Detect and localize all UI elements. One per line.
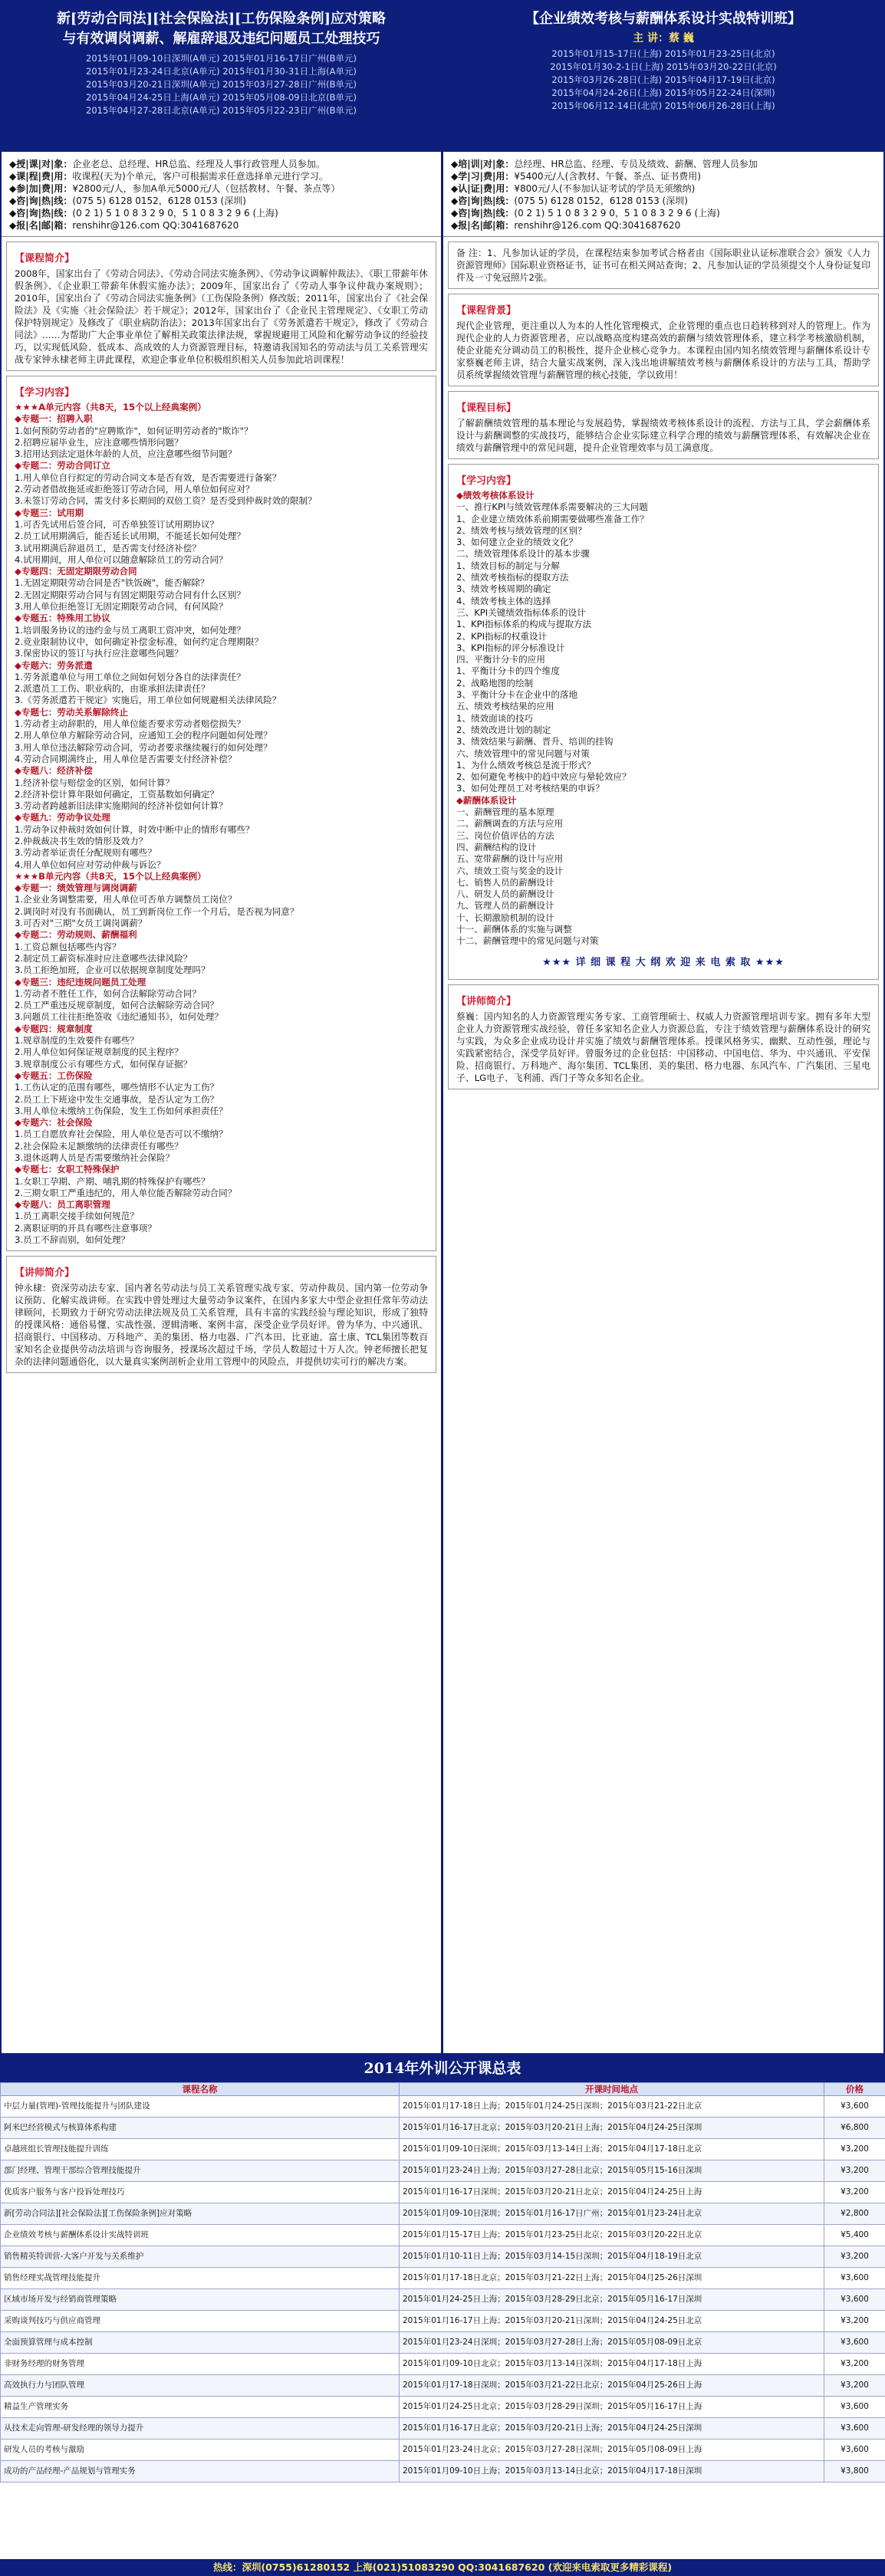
outline-item: 3.保密协议的签订与执行应注意哪些问题？: [15, 648, 183, 659]
schedule-cell: 2015年01月09-10日深圳；2015年03月13-14日上海；2015年04月17-18日北京: [400, 2139, 824, 2160]
outline-item: 1.女职工孕期、产期、哺乳期的特殊保护有哪些？: [15, 1175, 210, 1187]
schedule-cell: 2015年01月16-17日北京；2015年03月20-21日上海；2015年04月24-25日深圳: [400, 2418, 824, 2440]
left-intro-box: [6, 242, 436, 371]
outline-item: 1.员工自愿放弃社会保险，用人单位是否可以不缴纳？: [15, 1129, 228, 1140]
outline-item: 3.劳动者跨越新旧法律实施期间的经济补偿如何计算？: [15, 800, 228, 812]
left-schedule-line: 2015年04月24-25日上海(A单元) 2015年05月08-09日北京(B单元): [86, 92, 357, 103]
table-row: [1, 2311, 885, 2332]
outline-item: 3.未签订劳动合同，需支付多长期间的双倍工资？是否受到仲裁时效的限制？: [15, 495, 317, 507]
outline-item: 3、平衡计分卡在企业中的落地: [456, 689, 578, 701]
left-info-block: [2, 152, 441, 237]
schedule-cell: 2015年01月23-24日上海；2015年03月27-28日北京；2015年05月15-16日深圳: [400, 2160, 824, 2182]
schedule-cell: 2015年01月09-10日北京；2015年03月13-14日深圳；2015年04月17-18日上海: [400, 2354, 824, 2375]
left-info-row: [9, 207, 433, 219]
course-name-cell: 全面预算管理与成本控制: [1, 2332, 400, 2354]
right-teacher-box: [448, 984, 879, 1089]
outline-item: 3、绩效结果与薪酬、晋升、培训的挂钩: [456, 736, 614, 748]
outline-unit-heading: ★★★A单元内容（共8天，15个以上经典案例）: [15, 402, 206, 412]
course-name-cell: 新[劳动合同法][社会保险法][工伤保险条例]应对策略: [1, 2203, 400, 2225]
outline-item: 2.调岗时对没有书面确认，员工到新岗位工作一个月后，是否视为同意？: [15, 905, 299, 917]
schedule-cell: 2015年01月09-10日深圳；2015年01月16-17日广州；2015年01月23-24日北京: [400, 2203, 824, 2225]
outline-item: 1、绩效面谈的技巧: [456, 712, 534, 724]
left-schedule-line: 2015年04月27-28日北京(A单元) 2015年05月22-23日广州(B单元): [86, 105, 357, 116]
outline-topic: ◆专题二：劳动合同订立: [15, 460, 110, 472]
info-value: 总经理、HR总监、经理、专员及绩效、薪酬、管理人员参加: [514, 159, 758, 169]
outline-topic: ◆专题三：试用期: [15, 507, 84, 518]
left-course-column: [0, 0, 442, 2055]
outline-item: 3.退休返聘人员是否需要缴纳社会保险？: [15, 1152, 175, 1163]
outline-item: 六、绩效管理中的常见问题与对策: [456, 748, 590, 759]
right-goal-title: 【课程目标】: [456, 402, 517, 414]
info-value: (075 5) 6128 0152，6128 0153 (深圳): [514, 196, 688, 206]
table-header-row: [1, 2083, 885, 2096]
course-name-cell: 销售经理实战管理技能提升: [1, 2268, 400, 2289]
info-key: ◆授|课|对|象：: [9, 159, 73, 169]
header-course-name: 课程名称: [1, 2083, 400, 2096]
right-note-box: [448, 242, 879, 289]
outline-item: 2.竞业限制协议中，如何确定补偿金标准，如何约定合理期限？: [15, 636, 264, 647]
left-outline-title: 【学习内容】: [15, 387, 75, 399]
outline-item: 八、研发人员的薪酬设计: [456, 889, 554, 900]
right-lecturer: 主 讲：蔡 巍: [633, 32, 694, 44]
table-row: [1, 2418, 885, 2440]
outline-item: 1.培训服务协议的违约金与员工离职工资冲突，如何处理？: [15, 624, 245, 636]
outline-item: 1.劳动者主动辞职的，用人单位能否要求劳动者赔偿损失？: [15, 718, 245, 730]
outline-topic: ◆专题四：规章制度: [15, 1023, 93, 1034]
right-info-row: [451, 207, 876, 219]
schedule-cell: 2015年01月15-17日上海；2015年01月23-25日北京；2015年03月20-22日北京: [400, 2225, 824, 2246]
table-row: [1, 2289, 885, 2311]
info-key: ◆咨|询|热|线：: [451, 208, 515, 219]
price-cell: ¥3,200: [824, 2354, 885, 2375]
outline-item: 3.招用达到法定退休年龄的人员，应注意哪些细节问题？: [15, 449, 237, 460]
header-price: 价格: [824, 2083, 885, 2096]
outline-item: 三、岗位价值评估的方法: [456, 830, 554, 841]
course-name-cell: 企业绩效考核与薪酬体系设计实战特训班: [1, 2225, 400, 2246]
right-background-box: [448, 294, 879, 386]
course-name-cell: 销售精英特训营-大客户开发与关系维护: [1, 2246, 400, 2268]
right-teacher-text: 蔡巍：国内知名的人力资源管理实务专家、工商管理硕士、权威人力资源管理培训专家。拥有多年大型企业人力资源管理实战经验，曾任多家知名企业人力资源总监，专注于绩效管理与薪酬体系设计的研究与实践，为众多企业成功设计并实施了绩效与薪酬管理体系。授课风格务实、幽默、互动性强，理论与实践紧密结合，深受学员好评。曾服务过的企业包括：中国移动、中国电信、华为、中兴通讯、平安保险、招商银行、万科地产、海尔集团、TCL集团、美的集团、格力电器、东风汽车、广汽集团、三星电子、LG电子、飞利浦、西门子等众多知名企业。: [456, 1010, 870, 1083]
left-schedule-line: 2015年01月23-24日北京(A单元) 2015年01月30-31日上海(A单元): [86, 66, 357, 77]
outline-item: 2.劳动者借故拖延或拒绝签订劳动合同，用人单位如何应对？: [15, 484, 255, 495]
right-schedule-line: 2015年01月15-17日(上海) 2015年01月23-25日(北京): [551, 48, 775, 59]
outline-item: 2.招聘应届毕业生，应注意哪些情形问题？: [15, 436, 183, 448]
outline-topic: ◆专题五：特殊用工协议: [15, 613, 110, 624]
table-row: [1, 2182, 885, 2203]
outline-item: 1、企业建立绩效体系前期需要做哪些准备工作？: [456, 513, 649, 524]
outline-item: 1、绩效目标的制定与分解: [456, 560, 560, 571]
left-info-row: [9, 195, 433, 207]
price-cell: ¥3,800: [824, 2461, 885, 2482]
outline-item: 3.用人单位拒绝签订无固定期限劳动合同，有何风险？: [15, 601, 228, 613]
right-note-text: 备 注：1、凡参加认证的学员，在课程结束参加考试合格者由《国际职业认证标准联合会》颁发《人力资源管理师》国际职业资格证书，证书可在相关网站查询；2、凡参加认证的学员须提交个人身份证复印件及一寸免冠照片2张。: [456, 248, 870, 283]
left-info-row: [9, 170, 433, 182]
info-value: renshihr@126.com QQ:3041687620: [72, 220, 239, 231]
left-intro-text: 2008年，国家出台了《劳动合同法》、《劳动合同法实施条例》、《劳动争议调解仲裁法》、《职工带薪年休假条例》、《企业职工带薪年休假实施办法》；2009年，国家出台了《劳动人事争议仲裁办案规则》；2010年，国家出台了《劳动合同法实施条例》（工伤保险条例）修改版；2011年，国家出台了《社会保险法》及《实施〈社会保险法〉若干规定》；2012年，国家出台了《企业民主管理规定》、《女职工劳动保护特别规定》及修改了《职业病防治法》；2013年国家出台了《劳务派遣若干规定》，修改了《劳动合同法》……为帮助广大企事业单位了解相关政策法律法规，掌握规避用工风险和化解劳动争议的经验技巧，以实现低风险、低成本、高成效的人力资源管理目标，特邀请我国知名的劳动法与员工关系管理实战专家钟永棣老师主讲此课程，欢迎企事业单位积极组织相关人员参加此培训课程！: [15, 268, 428, 365]
info-key: ◆咨|询|热|线：: [451, 196, 515, 206]
outline-item: 2、KPI指标的权重设计: [456, 630, 548, 642]
schedule-cell: 2015年01月23-24日北京；2015年03月27-28日深圳；2015年05月08-09日上海: [400, 2440, 824, 2461]
right-schedule-line: 2015年06月12-14日(北京) 2015年06月26-28日(上海): [551, 100, 775, 111]
right-info-block: [443, 152, 883, 237]
outline-unit-heading: ★★★B单元内容（共8天，15个以上经典案例）: [15, 870, 206, 882]
outline-topic: ◆薪酬体系设计: [456, 794, 517, 806]
outline-item: 六、绩效工资与奖金的设计: [456, 865, 564, 876]
outline-topic: ◆专题九：劳动争议处理: [15, 812, 110, 823]
right-schedule-line: 2015年03月26-28日(上海) 2015年04月17-19日(北京): [551, 74, 775, 85]
outline-item: 3、如何处理员工对考核结果的申诉？: [456, 783, 604, 794]
outline-item: 1.规章制度的生效要件有哪些？: [15, 1035, 139, 1046]
table-row: [1, 2375, 885, 2397]
outline-topic: ◆专题四：无固定期限劳动合同: [15, 566, 137, 577]
price-cell: ¥3,600: [824, 2096, 885, 2118]
outline-item: 十二、薪酬管理中的常见问题与对策: [456, 935, 599, 947]
outline-item: 2、战略地图的绘制: [456, 677, 534, 688]
course-name-cell: 中层力量(管理)-管理技能提升与团队建设: [1, 2096, 400, 2118]
outline-item: 1.劳动者不胜任工作，如何合法解除劳动合同？: [15, 987, 201, 999]
outline-topic: ◆专题三：违纪违规问题员工处理: [15, 976, 146, 987]
course-name-cell: 卓越班组长管理技能提升训练: [1, 2139, 400, 2160]
info-key: ◆参|加|费|用：: [9, 183, 73, 194]
outline-item: 2、绩效考核与绩效管理的区别？: [456, 524, 587, 536]
outline-item: 一、薪酬管理的基本原理: [456, 807, 554, 818]
course-name-cell: 区域市场开发与经销商管理策略: [1, 2289, 400, 2311]
right-header: [443, 2, 883, 152]
table-row: [1, 2397, 885, 2418]
course-schedule-table: [0, 2082, 885, 2482]
price-cell: ¥3,200: [824, 2160, 885, 2182]
course-name-cell: 部门经理、管理干部综合管理技能提升: [1, 2160, 400, 2182]
outline-item: 七、销售人员的薪酬设计: [456, 876, 554, 888]
outline-item: 3.员工不辞而别，如何处理？: [15, 1234, 130, 1246]
outline-item: 3.用人单位违法解除劳动合同，劳动者要求继续履行的如何处理？: [15, 741, 272, 753]
schedule-cell: 2015年01月16-17日深圳；2015年03月20-21日北京；2015年04月24-25日上海: [400, 2182, 824, 2203]
outline-topic: ◆专题一：绩效管理与调岗调薪: [15, 882, 137, 894]
outline-item: 3、KPI指标的评分标准设计: [456, 642, 565, 653]
outline-item: 3.劳动者举证责任分配规则有哪些？: [15, 847, 156, 859]
schedule-cell: 2015年01月24-25日上海；2015年03月28-29日北京；2015年05月16-17日深圳: [400, 2289, 824, 2311]
outline-item: 四、平衡计分卡的应用: [456, 654, 545, 665]
table-title: 2014年外训公开课总表: [0, 2055, 885, 2082]
outline-item: 十一、薪酬体系的实施与调整: [456, 923, 572, 935]
left-info-row: [9, 158, 433, 170]
left-info-row: [9, 219, 433, 232]
info-value: 企业老总、总经理、HR总监、经理及人事行政管理人员参加。: [72, 159, 325, 169]
outline-item: 三、KPI关键绩效指标体系的设计: [456, 606, 586, 618]
table-row: [1, 2118, 885, 2139]
left-teacher-text: 钟永棣：资深劳动法专家、国内著名劳动法与员工关系管理实战专家、劳动仲裁员、国内第一位劳动争议预防、化解实战讲师。在实践中曾处理过大量劳动争议案件，在国内多家大中型企业担任常年劳动法律顾问，长期致力于研究劳动法律法规及员工关系管理，具有丰富的实践经验与理论知识，形成了独特的授课风格：通俗易懂、实战性强、逻辑清晰、案例丰富，深受企业学员好评。曾为华为、中兴通讯、招商银行、中国移动、万科地产、美的集团、格力电器、广汽本田、比亚迪、富士康、TCL集团等数百家知名企业提供劳动法培训与咨询服务，授课场次超过千场，学员人数超过十万人次。钟老师擅长把复杂的法律问题通俗化，以大量真实案例剖析企业用工管理中的风险点，并提供切实可行的解决方案。: [15, 1283, 428, 1368]
outline-item: 4、绩效考核主体的选择: [456, 595, 551, 606]
outline-item: 2.制定员工薪资标准时应注意哪些法律风险？: [15, 952, 192, 964]
price-cell: ¥3,200: [824, 2311, 885, 2332]
right-goal-text: 了解薪酬绩效管理的基本理论与发展趋势，掌握绩效考核体系设计的流程、方法与工具，学会薪酬体系设计与薪酬调整的实战技巧，能够结合企业实际建立科学合理的绩效与薪酬管理体系，有效解决企业在绩效与薪酬管理中的常见问题，提升企业管理效率与员工满意度。: [456, 418, 870, 453]
info-value: (0 2 1) 5 1 0 8 3 2 9 0，5 1 0 8 3 2 9 6 (上海): [514, 208, 720, 219]
outline-item: 五、绩效考核结果的应用: [456, 701, 554, 712]
outline-item: 3.试用期满后辞退员工，是否需支付经济补偿？: [15, 542, 201, 554]
course-schedule-table-section: [0, 2055, 885, 2576]
course-name-cell: 非财务经理的财务管理: [1, 2354, 400, 2375]
table-row: [1, 2225, 885, 2246]
outline-item: 1.员工离职交接手续如何规范？: [15, 1211, 139, 1222]
table-row: [1, 2160, 885, 2182]
left-intro-title: 【课程简介】: [15, 253, 75, 264]
info-value: ¥5400元/人(含教材、午餐、茶点、证书费用): [514, 171, 701, 182]
left-outline-box: [6, 376, 436, 1251]
outline-item: 九、管理人员的薪酬设计: [456, 900, 554, 912]
right-info-row: [451, 170, 876, 182]
outline-item: 2.仲裁裁决书生效的情形及效力？: [15, 835, 148, 846]
schedule-cell: 2015年01月09-10日上海；2015年03月13-14日北京；2015年04月17-18日深圳: [400, 2461, 824, 2482]
table-row: [1, 2096, 885, 2118]
outline-item: 五、宽带薪酬的设计与应用: [456, 853, 564, 865]
right-info-row: [451, 182, 876, 195]
table-row: [1, 2139, 885, 2160]
right-title-line1: 【企业绩效考核与薪酬体系设计实战特训班】: [525, 11, 801, 27]
outline-item: 二、绩效管理体系设计的基本步骤: [456, 548, 590, 560]
info-value: 收课程(天为)个单元，客户可根据需求任意选择单元进行学习。: [72, 171, 328, 182]
outline-item: 3、如何建立企业的绩效文化？: [456, 537, 578, 548]
outline-topic: ◆专题八：经济补偿: [15, 765, 93, 777]
outline-item: 1.工伤认定的范围有哪些，哪些情形不认定为工伤？: [15, 1082, 219, 1093]
table-body: [1, 2096, 885, 2482]
outline-item: 二、薪酬调查的方法与应用: [456, 818, 564, 830]
table-row: [1, 2246, 885, 2268]
table-row: [1, 2440, 885, 2461]
course-name-cell: 高效执行力与团队管理: [1, 2375, 400, 2397]
outline-item: 3、绩效考核周期的确定: [456, 583, 551, 595]
left-schedule-line: 2015年01月09-10日深圳(A单元) 2015年01月16-17日广州(B单元): [86, 53, 357, 64]
schedule-cell: 2015年01月16-17日上海；2015年03月20-21日深圳；2015年04月24-25日北京: [400, 2311, 824, 2332]
course-name-cell: 优质客户服务与客户投诉处理技巧: [1, 2182, 400, 2203]
right-schedule-line: 2015年01月30-2-1日(上海) 2015年03月20-22日(北京): [550, 61, 777, 72]
info-value: (0 2 1) 5 1 0 8 3 2 9 0，5 1 0 8 3 2 9 6 (上海): [72, 208, 278, 219]
left-teacher-box: [6, 1256, 436, 1373]
info-key: ◆咨|询|热|线：: [9, 196, 73, 206]
table-row: [1, 2354, 885, 2375]
schedule-cell: 2015年01月17-18日北京；2015年03月21-22日上海；2015年04月25-26日深圳: [400, 2268, 824, 2289]
table-row: [1, 2461, 885, 2482]
outline-item: 四、薪酬结构的设计: [456, 841, 537, 853]
left-info-row: [9, 182, 433, 195]
outline-topic: ◆专题七：劳动关系解除终止: [15, 706, 129, 718]
outline-item: 2.员工试用期满后，能否延长试用期，不能延长如何处理？: [15, 531, 245, 542]
right-outline-list: [449, 490, 878, 948]
course-name-cell: 研发人员的考核与激励: [1, 2440, 400, 2461]
outline-item: 1、平衡计分卡的四个维度: [456, 665, 560, 677]
right-background-title: 【课程背景】: [456, 305, 517, 317]
right-schedule-line: 2015年04月24-26日(上海) 2015年05月22-24日(深圳): [551, 87, 775, 98]
outline-item: 1.工资总额包括哪些内容？: [15, 941, 121, 952]
schedule-cell: 2015年01月10-11日上海；2015年03月14-15日深圳；2015年04月18-19日北京: [400, 2246, 824, 2268]
price-cell: ¥3,200: [824, 2246, 885, 2268]
course-name-cell: 从技术走向管理-研发经理的领导力提升: [1, 2418, 400, 2440]
table-row: [1, 2203, 885, 2225]
outline-item: 3.《劳务派遣若干规定》实施后，用工单位如何规避相关法律风险？: [15, 695, 281, 706]
price-cell: ¥3,600: [824, 2397, 885, 2418]
price-cell: ¥3,600: [824, 2332, 885, 2354]
outline-item: 1.可否先试用后签合同，可否单独签订试用期协议？: [15, 518, 219, 530]
outline-item: 1.企业业务调整需要，用人单位可否单方调整员工岗位？: [15, 894, 237, 905]
left-header: [2, 2, 441, 152]
price-cell: ¥3,200: [824, 2139, 885, 2160]
outline-item: 2.员工严重违反规章制度，如何合法解除劳动合同？: [15, 1000, 219, 1011]
outline-topic: ◆专题二：劳动规则、薪酬福利: [15, 929, 137, 941]
left-teacher-title: 【讲师简介】: [15, 1267, 75, 1280]
outline-item: 3.问题员工往往拒绝签收《违纪通知书》，如何处理？: [15, 1011, 223, 1023]
outline-item: 3.用人单位未缴纳工伤保险，发生工伤如何承担责任？: [15, 1105, 228, 1116]
outline-topic: ◆专题一：招聘入职: [15, 413, 93, 425]
outline-item: 1、KPI指标体系的构成与提取方法: [456, 619, 592, 630]
outline-item: 4.试用期间，用人单位可以随意解除员工的劳动合同？: [15, 554, 228, 565]
course-name-cell: 精益生产管理实务: [1, 2397, 400, 2418]
outline-item: 2、如何避免考核中的趋中效应与晕轮效应？: [456, 771, 631, 783]
outline-item: 2、绩效改进计划的制定: [456, 724, 551, 735]
info-key: ◆学|习|费|用：: [451, 171, 515, 182]
outline-item: 2.派遣员工工伤、职业病的，由谁承担法律责任？: [15, 683, 210, 695]
outline-item: 3.规章制度公示有哪些方式，如何保存证据？: [15, 1058, 192, 1070]
left-outline-list: [7, 402, 436, 1246]
price-cell: ¥3,600: [824, 2268, 885, 2289]
schedule-cell: 2015年01月17-18日上海；2015年01月24-25日深圳；2015年03月21-22日北京: [400, 2096, 824, 2118]
outline-item: 2.无固定期限劳动合同与有固定期限劳动合同有什么区别？: [15, 589, 245, 600]
outline-item: 1.经济补偿与赔偿金的区别，如何计算？: [15, 777, 175, 788]
right-info-row: [451, 219, 876, 232]
schedule-cell: 2015年01月16-17日北京；2015年03月20-21日上海；2015年04月24-25日深圳: [400, 2118, 824, 2139]
schedule-cell: 2015年01月23-24日深圳；2015年03月27-28日上海；2015年05月08-09日北京: [400, 2332, 824, 2354]
right-background-text: 现代企业管理，更注重以人为本的人性化管理模式，企业管理的重点也日趋转移到对人的管理上。作为现代企业的人力资源管理者，应以战略高度构建高效的薪酬与绩效管理体系，建立科学考核激励机制，使企业能充分调动员工的积极性，提升企业核心竞争力。本课程由国内知名绩效管理与薪酬体系设计专家蔡巍老师主讲，结合大量实战案例，深入浅出地讲解绩效考核与薪酬体系设计的方法与工具，帮助学员系统掌握绩效管理与薪酬管理的核心技能，学以致用！: [456, 320, 870, 380]
outline-item: 1.如何预防劳动者的"应聘欺诈"，如何证明劳动者的"欺诈"？: [15, 425, 253, 436]
outline-topic: ◆绩效考核体系设计: [456, 490, 535, 501]
outline-item: 1.劳动争议仲裁时效如何计算，时效中断中止的情形有哪些？: [15, 823, 255, 835]
right-info-row: [451, 195, 876, 207]
info-value: ¥2800元/人，参加A单元5000元/人（包括教材、午餐、茶点等）: [72, 183, 341, 194]
price-cell: ¥6,800: [824, 2118, 885, 2139]
right-goal-box: [448, 391, 879, 459]
outline-topic: ◆专题八：员工离职管理: [15, 1199, 110, 1211]
price-cell: ¥3,200: [824, 2375, 885, 2397]
outline-item: 1.无固定期限劳动合同是否"铁饭碗"，能否解除？: [15, 577, 209, 589]
info-value: ¥800元/人(不参加认证考试的学员无须缴纳): [514, 183, 696, 194]
course-name-cell: 成功的产品经理-产品规划与管理实务: [1, 2461, 400, 2482]
schedule-cell: 2015年01月17-18日深圳；2015年03月21-22日北京；2015年04月25-26日上海: [400, 2375, 824, 2397]
outline-item: 2.用人单位单方解除劳动合同，应通知工会的程序问题如何处理？: [15, 730, 272, 741]
header-schedule: 开课时间地点: [400, 2083, 824, 2096]
price-cell: ¥3,600: [824, 2418, 885, 2440]
outline-item: 2.社会保险未足额缴纳的法律责任有哪些？: [15, 1140, 183, 1152]
info-key: ◆培|训|对|象：: [451, 159, 515, 169]
right-outline-box: [448, 464, 879, 980]
outline-topic: ◆专题五：工伤保险: [15, 1070, 93, 1081]
right-schedule: [456, 48, 871, 113]
right-outline-title: 【学习内容】: [456, 475, 517, 487]
price-cell: ¥3,200: [824, 2182, 885, 2203]
right-info-row: [451, 158, 876, 170]
price-cell: ¥5,400: [824, 2225, 885, 2246]
contact-footer: 热线：深圳(0755)61280152 上海(021)51083290 QQ:3041687620 (欢迎来电索取更多精彩课程): [0, 2559, 885, 2576]
outline-item: 十、长期激励机制的设计: [456, 912, 554, 923]
right-teacher-title: 【讲师简介】: [456, 995, 517, 1007]
outline-topic: ◆专题六：劳务派遣: [15, 659, 93, 671]
left-title-line2: 与有效调岗调薪、解雇辞退及违纪问题员工处理技巧: [62, 31, 380, 47]
left-schedule: [14, 52, 429, 117]
outline-item: 3.员工拒绝加班，企业可以依据规章制度处理吗？: [15, 964, 210, 976]
outline-item: 1.劳务派遣单位与用工单位之间如何划分各自的法律责任？: [15, 671, 245, 682]
right-course-column: [442, 0, 885, 2055]
left-schedule-line: 2015年03月20-21日深圳(A单元) 2015年03月27-28日广州(B单元): [86, 79, 357, 90]
outline-item: 2.离职证明的开具有哪些注意事项？: [15, 1222, 156, 1234]
outline-item: 1.用人单位自行拟定的劳动合同文本是否有效，是否需要进行备案？: [15, 472, 281, 483]
price-cell: ¥2,800: [824, 2203, 885, 2225]
outline-item: 4.劳动合同期满终止，用人单位是否需要支付经济补偿？: [15, 753, 237, 764]
outline-topic: ◆专题六：社会保险: [15, 1117, 93, 1129]
info-value: (075 5) 6128 0152，6128 0153 (深圳): [72, 196, 246, 206]
outline-item: 2.用人单位如何保证规章制度的民主程序？: [15, 1046, 183, 1058]
table-row: [1, 2332, 885, 2354]
outline-item: 一、推行KPI与绩效管理体系需要解决的三大问题: [456, 501, 648, 513]
info-key: ◆认|证|费|用：: [451, 183, 515, 194]
outline-item: 2.经济补偿计算年限如何确定，工资基数如何确定？: [15, 788, 219, 800]
price-cell: ¥3,600: [824, 2289, 885, 2311]
schedule-cell: 2015年01月24-25日北京；2015年03月28-29日深圳；2015年05月16-17日上海: [400, 2397, 824, 2418]
price-cell: ¥3,600: [824, 2440, 885, 2461]
outline-item: 2.三期女职工严重违纪的，用人单位能否解除劳动合同？: [15, 1187, 237, 1198]
outline-item: 2、绩效考核指标的提取方法: [456, 572, 569, 583]
info-key: ◆咨|询|热|线：: [9, 208, 73, 219]
detail-outline-note: ★★★ 详 细 课 程 大 纲 欢 迎 来 电 索 取 ★★★: [542, 956, 785, 968]
info-key: ◆报|名|邮|箱：: [9, 220, 73, 231]
left-title-line1: 新[劳动合同法][社会保险法][工伤保险条例]应对策略: [56, 11, 387, 27]
outline-item: 4.用人单位如何应对劳动仲裁与诉讼？: [15, 859, 166, 870]
outline-item: 2.员工上下班途中发生交通事故，是否认定为工伤？: [15, 1093, 219, 1105]
course-name-cell: 阿米巴经营模式与核算体系构建: [1, 2118, 400, 2139]
outline-item: 1、为什么绩效考核总是流于形式？: [456, 759, 596, 770]
outline-item: 3.可否对"三期"女员工调岗调薪？: [15, 918, 147, 929]
outline-topic: ◆专题七：女职工特殊保护: [15, 1164, 120, 1175]
info-key: ◆课|程|费|用：: [9, 171, 73, 182]
info-key: ◆报|名|邮|箱：: [451, 220, 515, 231]
info-value: renshihr@126.com QQ:3041687620: [514, 220, 681, 231]
table-row: [1, 2268, 885, 2289]
course-name-cell: 采购谈判技巧与供应商管理: [1, 2311, 400, 2332]
